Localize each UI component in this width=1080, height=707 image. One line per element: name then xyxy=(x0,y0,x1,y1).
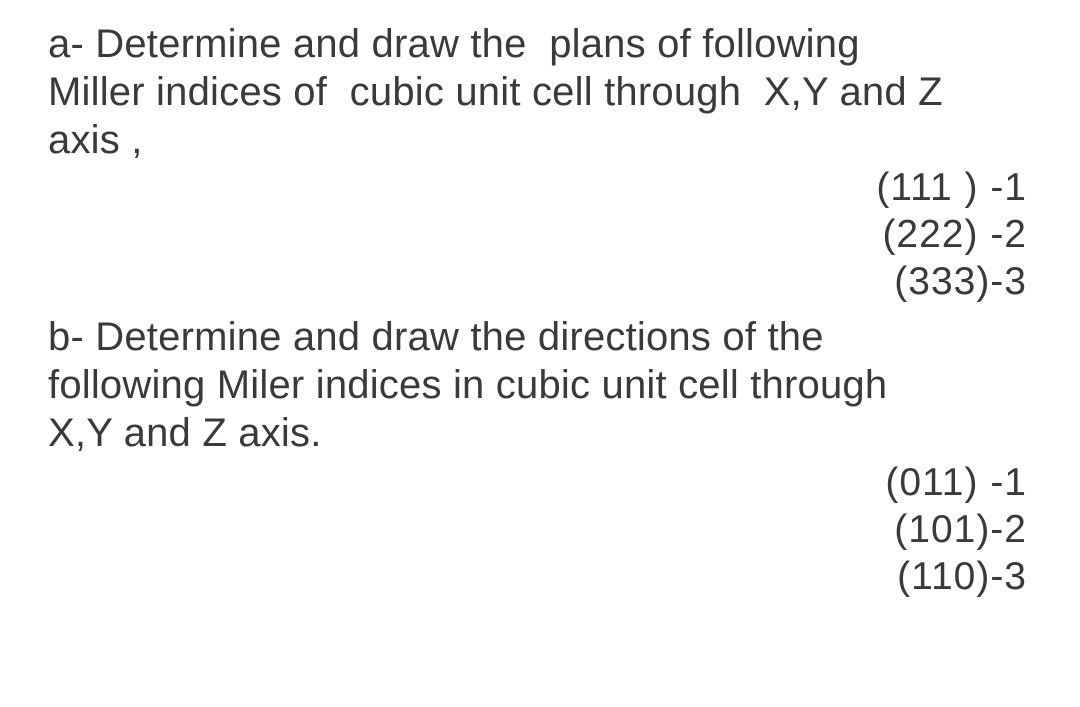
question-a-line: Miller indices of cubic unit cell through X,Y and Z xyxy=(48,70,943,114)
miller-index-item: (101)-2 xyxy=(894,508,1027,551)
question-b-line: X,Y and Z axis. xyxy=(48,411,322,455)
miller-index-item: (110)-3 xyxy=(897,555,1027,598)
question-b-indices-list xyxy=(885,459,1027,600)
question-a-line: axis , xyxy=(48,118,143,162)
miller-index-item: (222) -2 xyxy=(882,213,1027,256)
miller-index-item: (011) -1 xyxy=(885,461,1027,504)
question-a-line: a- Determine and draw the plans of following xyxy=(48,22,860,66)
question-a-indices-list xyxy=(876,164,1027,305)
miller-index-item: (111 ) -1 xyxy=(876,166,1027,209)
question-b-line: following Miler indices in cubic unit cell through xyxy=(48,363,888,407)
question-a-text xyxy=(48,20,1048,164)
question-b-line: b- Determine and draw the directions of the xyxy=(48,315,824,359)
question-b-text xyxy=(48,313,1048,457)
miller-index-item: (333)-3 xyxy=(894,260,1027,303)
